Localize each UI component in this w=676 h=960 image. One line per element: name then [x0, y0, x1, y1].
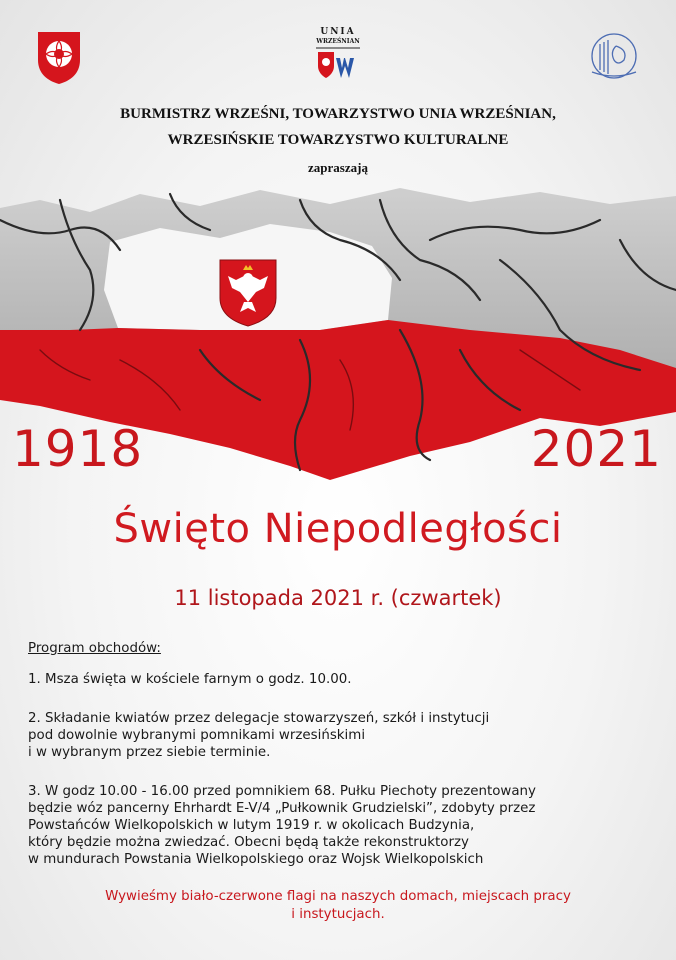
program-item-line: 2. Składanie kwiatów przez delegacje stowarzyszeń, szkół i instytucji [28, 711, 490, 726]
program-item-line: i w wybranym przez siebie terminie. [28, 745, 271, 760]
year-end: 2021 [530, 420, 662, 478]
footer-line-2: i instytucjach. [291, 907, 385, 922]
wtk-logo-icon [578, 30, 650, 82]
page-title: Święto Niepodległości [113, 506, 563, 552]
program-item-line: 1. Msza święta w kościele farnym o godz. 10.00. [28, 672, 352, 687]
polish-eagle-emblem-icon [220, 260, 276, 326]
program-item-line: w mundurach Powstania Wielkopolskiego oraz Wojsk Wielkopolskich [28, 852, 484, 867]
footer-line-1: Wywieśmy biało-czerwone flagi na naszych domach, miejscach pracy [105, 889, 571, 904]
program-item-line: 3. W godz 10.00 - 16.00 przed pomnikiem 68. Pułku Piechoty prezentowany [28, 784, 536, 799]
program-item-1 [28, 671, 668, 688]
event-date: 11 listopada 2021 r. (czwartek) [174, 586, 502, 610]
program-item-line: pod dowolnie wybranymi pomnikami wrzesińskimi [28, 728, 366, 743]
unia-logo-text: UNIA [320, 27, 356, 37]
program-section [28, 640, 668, 890]
program-item-3 [28, 783, 668, 868]
program-item-2 [28, 710, 668, 761]
footer-appeal [0, 888, 676, 924]
program-item-line: będzie wóz pancerny Ehrhardt E-V/4 „Pułkownik Grudzielski”, zdobyty przez [28, 801, 536, 816]
unia-wrzesnian-logo-icon [314, 28, 362, 88]
organizers-line-2: WRZESIŃSKIE TOWARZYSTWO KULTURALNE [167, 132, 509, 148]
program-item-line: który będzie można zwiedzać. Obecni będą także rekonstruktorzy [28, 835, 469, 850]
wrzesnia-coat-of-arms-icon [36, 30, 82, 86]
invite-text: zapraszają [308, 160, 368, 175]
program-item-line: Powstańców Wielkopolskich w lutym 1919 r. w okolicach Budzynia, [28, 818, 475, 833]
program-heading: Program obchodów: [28, 641, 161, 656]
year-start: 1918 [12, 420, 144, 478]
unia-logo-subtext: WRZEŚNIAN [316, 38, 360, 45]
organizers-line-1: BURMISTRZ WRZEŚNI, TOWARZYSTWO UNIA WRZEŚNIAN, [120, 106, 556, 122]
